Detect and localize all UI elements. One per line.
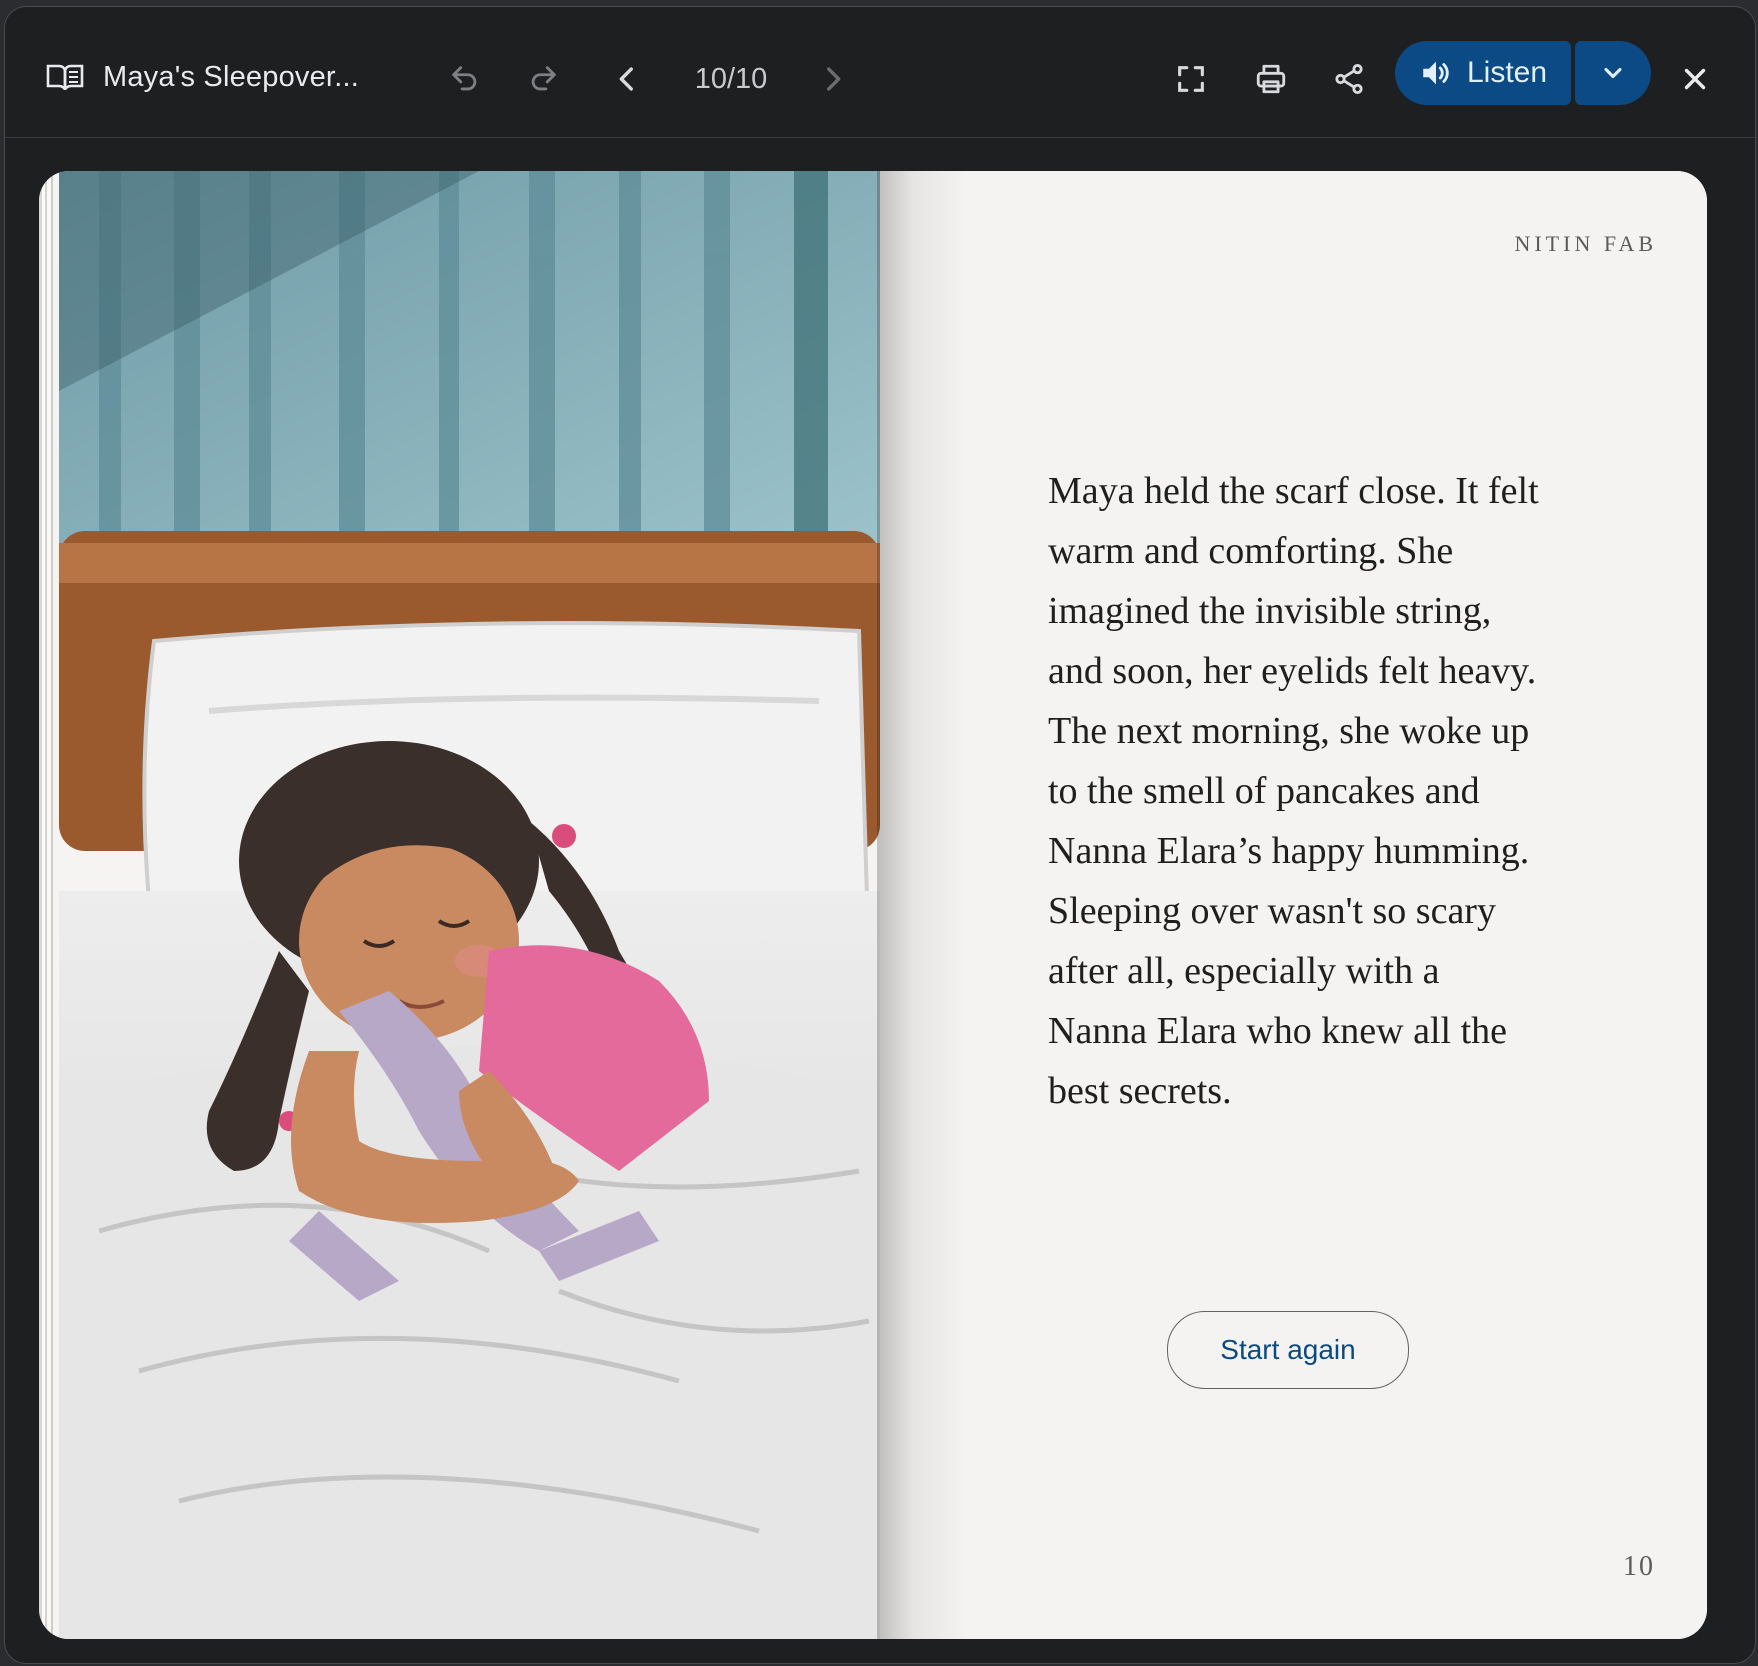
fullscreen-button[interactable] bbox=[1165, 53, 1217, 105]
close-button[interactable] bbox=[1669, 53, 1721, 105]
share-icon bbox=[1332, 62, 1366, 96]
listen-label: Listen bbox=[1466, 56, 1548, 89]
book-title-area bbox=[45, 51, 359, 103]
story-text: Maya held the scarf close. It felt warm and comforting. She imagined the invisible string, and soon, her eyelids felt heavy. The next morning, she woke up to the smell of pancakes and Nanna Elara’s happy humming. Sleeping over wasn't so scary after all, especially with a Nanna Elara who knew all the best secrets. bbox=[1048, 470, 1539, 1112]
fullscreen-icon bbox=[1174, 62, 1208, 96]
start-again-button[interactable] bbox=[1167, 1311, 1409, 1389]
share-button[interactable] bbox=[1323, 53, 1375, 105]
redo-button[interactable] bbox=[517, 53, 569, 105]
chevron-down-icon bbox=[1599, 59, 1627, 87]
previous-page-button[interactable] bbox=[601, 53, 653, 105]
book-title: Maya's Sleepover... bbox=[103, 60, 359, 93]
print-button[interactable] bbox=[1245, 53, 1297, 105]
open-book bbox=[39, 171, 1707, 1639]
sleeping-girl-illustration bbox=[59, 171, 880, 1639]
undo-icon bbox=[448, 62, 482, 96]
listen-options-dropdown[interactable] bbox=[1575, 41, 1651, 105]
toolbar bbox=[5, 7, 1755, 138]
story-illustration bbox=[59, 171, 880, 1639]
book-icon bbox=[45, 61, 85, 93]
listen-button[interactable] bbox=[1395, 41, 1571, 105]
story-viewer-window bbox=[4, 6, 1756, 1664]
chevron-right-icon bbox=[816, 62, 850, 96]
speaker-icon bbox=[1419, 56, 1453, 90]
close-icon bbox=[1678, 62, 1712, 96]
redo-icon bbox=[526, 62, 560, 96]
text-page bbox=[880, 171, 1707, 1639]
page-stack-edge bbox=[39, 171, 59, 1639]
print-icon bbox=[1254, 62, 1288, 96]
page-number: 10 bbox=[1623, 1551, 1655, 1582]
start-again-label: Start again bbox=[1220, 1334, 1356, 1365]
undo-button[interactable] bbox=[439, 53, 491, 105]
book-gutter-shadow bbox=[877, 171, 967, 1639]
chevron-left-icon bbox=[610, 62, 644, 96]
author-name: NITIN FAB bbox=[1514, 231, 1657, 256]
page-counter: 10/10 bbox=[694, 62, 768, 95]
next-page-button[interactable] bbox=[807, 53, 859, 105]
